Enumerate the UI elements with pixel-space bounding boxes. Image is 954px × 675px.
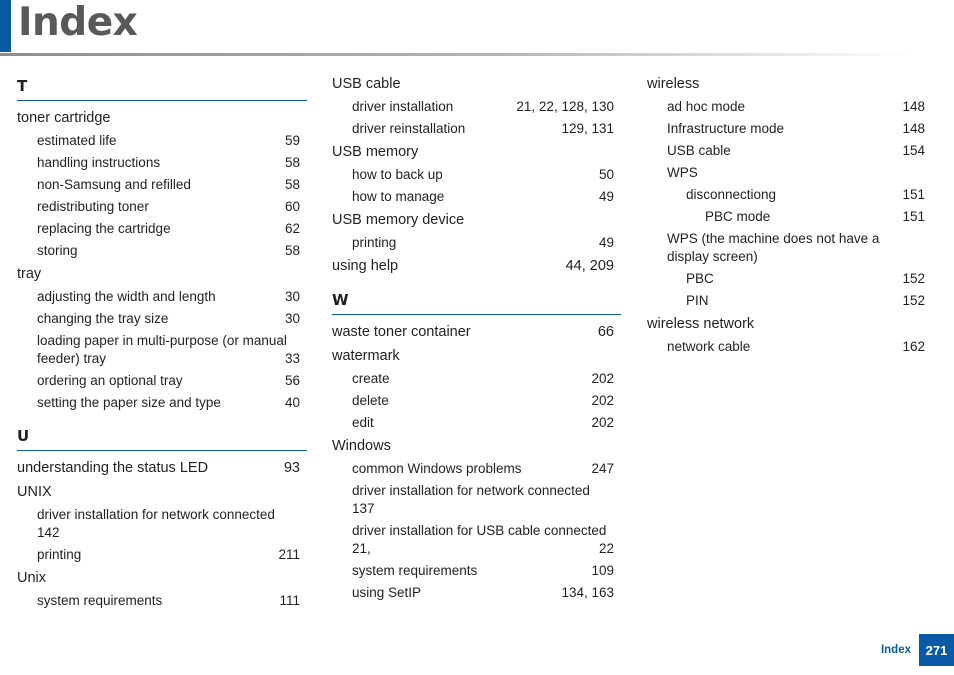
index-entry — [647, 72, 932, 96]
index-entry — [332, 140, 621, 164]
page-reference[interactable]: 44, 209 — [565, 258, 614, 274]
footer-section-label: Index — [880, 644, 911, 656]
index-term: estimated life — [37, 133, 117, 148]
index-subentry — [17, 174, 307, 196]
page-reference[interactable]: 33 — [284, 351, 300, 366]
index-subentry — [332, 186, 621, 208]
index-entry — [17, 566, 307, 590]
index-term: edit — [352, 415, 374, 430]
page-reference[interactable]: 154 — [902, 143, 925, 158]
index-term: printing — [352, 235, 397, 250]
index-term: PIN — [686, 293, 709, 308]
page-reference[interactable]: 59 — [284, 133, 300, 148]
index-term: Windows — [332, 438, 391, 454]
page-reference[interactable]: 60 — [284, 199, 300, 214]
page-reference[interactable]: 49 — [598, 189, 614, 204]
index-term: printing — [37, 547, 82, 562]
index-subentry — [17, 308, 307, 330]
index-term: system requirements — [352, 563, 478, 578]
index-entry — [647, 312, 932, 336]
index-term: wireless network — [647, 316, 755, 332]
page-reference[interactable]: 58 — [284, 177, 300, 192]
index-term: driver installation for network connected 142 — [37, 507, 275, 540]
index-subentry — [17, 196, 307, 218]
index-subentry — [647, 96, 932, 118]
index-entry — [332, 254, 621, 278]
index-subentry — [17, 330, 307, 370]
index-term: storing — [37, 243, 78, 258]
index-entry — [332, 72, 621, 96]
index-subentry — [647, 228, 932, 268]
index-term: wireless — [647, 76, 700, 92]
page-reference[interactable]: 40 — [284, 395, 300, 410]
page-reference[interactable]: 247 — [591, 461, 614, 476]
index-term: WPS (the machine does not have a display screen) — [667, 231, 880, 264]
index-term: toner cartridge — [17, 110, 111, 126]
index-subentry — [17, 392, 307, 414]
page-reference[interactable]: 152 — [902, 271, 925, 286]
index-subentry — [332, 96, 621, 118]
page-reference[interactable]: 162 — [902, 339, 925, 354]
index-term: non-Samsung and refilled — [37, 177, 191, 192]
index-term: handling instructions — [37, 155, 161, 170]
index-term: PBC mode — [705, 209, 771, 224]
page-reference[interactable]: 58 — [284, 243, 300, 258]
index-section-letter: U — [17, 422, 307, 451]
index-term: ad hoc mode — [667, 99, 746, 114]
index-subentry — [647, 140, 932, 162]
index-entry — [332, 208, 621, 232]
index-subentry — [647, 118, 932, 140]
index-entry — [332, 434, 621, 458]
index-term: WPS — [667, 165, 698, 180]
index-subentry — [647, 206, 932, 228]
index-term: system requirements — [37, 593, 163, 608]
page-reference[interactable]: 151 — [902, 209, 925, 224]
header-accent-bar — [0, 0, 11, 52]
index-term: using SetIP — [352, 585, 422, 600]
page-reference[interactable]: 134, 163 — [561, 585, 614, 600]
index-column-2 — [332, 72, 621, 604]
index-term: create — [352, 371, 390, 386]
page-reference[interactable]: 30 — [284, 289, 300, 304]
index-term: replacing the cartridge — [37, 221, 171, 236]
page-reference[interactable]: 109 — [591, 563, 614, 578]
page-reference[interactable]: 50 — [598, 167, 614, 182]
page-reference[interactable]: 111 — [279, 593, 300, 608]
index-subentry — [17, 286, 307, 308]
index-subentry — [17, 152, 307, 174]
page-reference[interactable]: 21, 22, 128, 130 — [516, 99, 614, 114]
index-term: USB memory — [332, 144, 419, 160]
index-subentry — [17, 240, 307, 262]
index-entry — [17, 106, 307, 130]
page-reference[interactable]: 148 — [902, 121, 925, 136]
index-subentry — [332, 582, 621, 604]
index-term: redistributing toner — [37, 199, 149, 214]
index-subentry — [17, 590, 307, 612]
index-subentry — [647, 162, 932, 184]
index-term: loading paper in multi-purpose (or manual feeder) tray — [37, 333, 287, 366]
index-subentry — [332, 560, 621, 582]
index-term: USB cable — [332, 76, 401, 92]
index-entry — [17, 456, 307, 480]
index-term: disconnectiong — [686, 187, 777, 202]
index-term: using help — [332, 258, 399, 274]
index-subentry — [647, 268, 932, 290]
index-term: Unix — [17, 570, 47, 586]
index-term: driver reinstallation — [352, 121, 466, 136]
page-reference[interactable]: 211 — [278, 547, 300, 562]
index-column-3 — [647, 72, 932, 358]
index-term: changing the tray size — [37, 311, 169, 326]
index-term: how to manage — [352, 189, 445, 204]
index-term: how to back up — [352, 167, 443, 182]
index-term: understanding the status LED — [17, 460, 209, 476]
index-subentry — [332, 368, 621, 390]
index-term: adjusting the width and length — [37, 289, 216, 304]
index-term: USB memory device — [332, 212, 465, 228]
index-subentry — [332, 520, 621, 560]
page-reference[interactable]: 129, 131 — [561, 121, 614, 136]
index-term: driver installation for network connected 137 — [352, 483, 590, 516]
index-term: driver installation for USB cable connected 21, — [352, 523, 607, 556]
page-reference[interactable]: 151 — [902, 187, 925, 202]
title-divider — [0, 53, 915, 56]
page-reference[interactable]: 148 — [902, 99, 925, 114]
section-spacer — [332, 278, 621, 286]
page-reference[interactable]: 62 — [284, 221, 300, 236]
page-title: Index — [18, 0, 138, 45]
index-subentry — [332, 164, 621, 186]
page-number-badge: 271 — [919, 634, 954, 666]
page-reference[interactable]: 30 — [284, 311, 300, 326]
index-term: driver installation — [352, 99, 454, 114]
index-entry — [17, 262, 307, 286]
page-reference[interactable]: 49 — [598, 235, 614, 250]
index-subentry — [17, 370, 307, 392]
index-term: USB cable — [667, 143, 731, 158]
index-subentry — [332, 118, 621, 140]
index-subentry — [332, 458, 621, 480]
index-entry — [332, 344, 621, 368]
page-reference[interactable]: 56 — [284, 373, 300, 388]
index-column-1 — [17, 72, 307, 612]
index-subentry — [17, 544, 307, 566]
index-subentry — [332, 390, 621, 412]
index-term: Infrastructure mode — [667, 121, 785, 136]
index-subentry — [17, 218, 307, 240]
page-reference[interactable]: 202 — [591, 371, 614, 386]
section-spacer — [17, 414, 307, 422]
index-term: common Windows problems — [352, 461, 522, 476]
index-subentry — [17, 504, 307, 544]
index-subentry — [332, 480, 621, 520]
index-term: watermark — [332, 348, 400, 364]
page-reference[interactable]: 202 — [591, 415, 614, 430]
index-subentry — [332, 232, 621, 254]
index-section-letter: W — [332, 286, 621, 315]
index-entry — [17, 480, 307, 504]
index-subentry — [647, 290, 932, 312]
page-reference[interactable]: 66 — [597, 324, 614, 340]
page-reference[interactable]: 22 — [598, 541, 614, 556]
index-term: ordering an optional tray — [37, 373, 183, 388]
index-term: PBC — [686, 271, 714, 286]
index-subentry — [647, 184, 932, 206]
index-entry — [332, 320, 621, 344]
index-subentry — [332, 412, 621, 434]
index-term: UNIX — [17, 484, 52, 500]
index-term: waste toner container — [332, 324, 471, 340]
index-term: delete — [352, 393, 389, 408]
index-section-letter: T — [17, 72, 307, 101]
index-term: network cable — [667, 339, 751, 354]
index-term: tray — [17, 266, 42, 282]
page-reference[interactable]: 58 — [284, 155, 300, 170]
index-subentry — [647, 336, 932, 358]
index-subentry — [17, 130, 307, 152]
page-reference[interactable]: 152 — [902, 293, 925, 308]
index-term: setting the paper size and type — [37, 395, 221, 410]
page-reference[interactable]: 202 — [591, 393, 614, 408]
page-reference[interactable]: 93 — [283, 460, 300, 476]
